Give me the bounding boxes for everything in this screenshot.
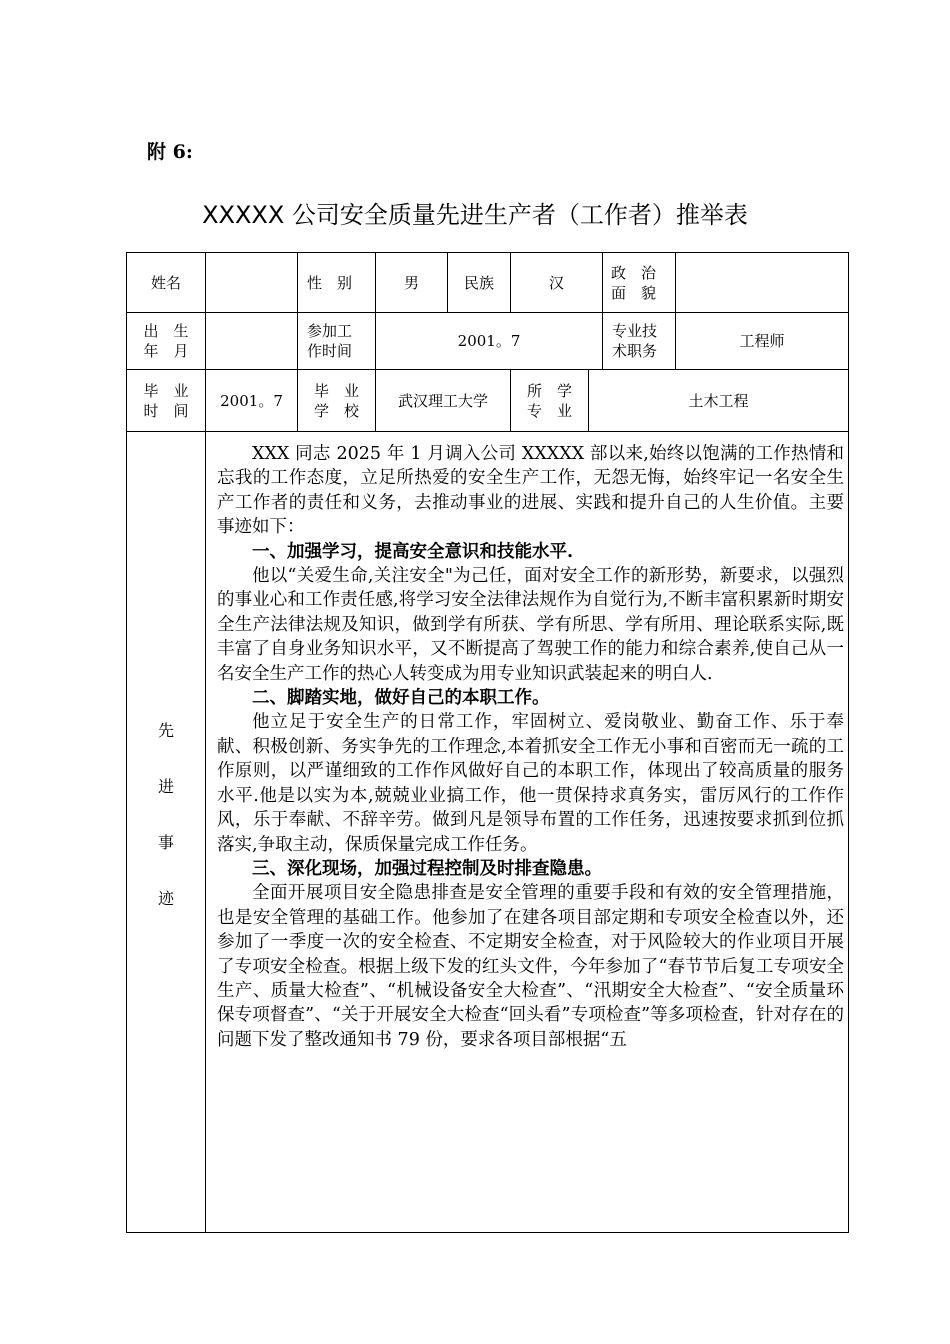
recommendation-form [126,252,849,1233]
deeds-content [206,432,849,1233]
deeds-heading: 三、深化现场，加强过程控制及时排查隐患。 [252,858,602,879]
deeds-label-char: 迹 [157,889,174,908]
deeds-paragraph: XXX 同志 2025 年 1 月调入公司 XXXXX 部以来,始终以饱满的工作热情和忘我的工作态度，立足所热爱的安全生产工作，无怨无悔，始终牢记一名安全生产工作者的责任和义务，去推动事业的进展、实践和提升自己的人生价值。主要事迹如下： [217,444,845,538]
name-label: 姓名 [127,253,206,313]
birth-label: 出 生 年 月 [127,313,206,370]
deeds-paragraph: 他立足于安全生产的日常工作，牢固树立、爱岗敬业、勤奋工作、乐于奉献、积极创新、务实争先的工作理念,本着抓安全工作无小事和百密而无一疏的工作原则，以严谨细致的工作作风做好自己的本职工作，体现出了较高质量的服务水平.他是以实为本,兢兢业业搞工作，他一贯保持求真务实，雷厉风行的工作作风，乐于奉献、不辞辛劳。做到凡是领导布置的工作任务，迅速按要求抓到位抓落实,争取主动，保质保量完成工作任务。 [217,712,845,855]
gender-label: 性 别 [298,253,376,313]
school-value: 武汉理工大学 [376,370,511,432]
ethnicity-label: 民族 [448,253,511,313]
political-value [676,253,849,313]
professional-title-label: 专业技 术职务 [603,313,676,370]
school-label: 毕 业 学 校 [298,370,376,432]
gender-value: 男 [376,253,448,313]
deeds-paragraph: 他以“关爱生命,关注安全"为己任，面对安全工作的新形势，新要求，以强烈的事业心和工作责任感,将学习安全法律法规作为自觉行为,不断丰富积累新时期安全生产法律法规及知识，做到学有所获、学有所思、学有所用、理论联系实际,既丰富了自身业务知识水平，又不断提高了驾驶工作的能力和综合素养,使自己从一名安全生产工作的热心人转变成为用专业知识武装起来的明白人. [217,566,845,684]
deeds-heading: 一、加强学习，提高安全意识和技能水平. [252,541,574,562]
ethnicity-value: 汉 [511,253,603,313]
deeds-label-char: 进 [157,777,174,796]
attachment-label: 附 6: [147,141,193,163]
name-value [206,253,298,313]
deeds-paragraph: 全面开展项目安全隐患排查是安全管理的重要手段和有效的安全管理措施，也是安全管理的基础工作。他参加了在建各项目部定期和专项安全检查以外，还参加了一季度一次的安全检查、不定期安全检查，对于风险较大的作业项目开展了专项安全检查。根据上级下发的红头文件，今年参加了“春节节后复工专项安全生产、质量大检查”、“机械设备安全大检查”、“汛期安全大检查”、“安全质量环保专项督查”、“关于开展安全大检查“回头看”专项检查”等多项检查，针对存在的问题下发了整改通知书 79 份，要求各项目部根据“五 [217,883,845,1050]
document-title: XXXXX 公司安全质量先进生产者（工作者）推举表 [202,201,748,229]
political-label: 政 治 面 貌 [603,253,676,313]
work-start-value: 2001。7 [376,313,603,370]
birth-value [206,313,298,370]
work-start-label: 参加工 作时间 [298,313,376,370]
major-label: 所 学 专 业 [511,370,589,432]
graduation-time-label: 毕 业 时 间 [127,370,206,432]
major-value: 土木工程 [589,370,849,432]
deeds-heading: 二、脚踏实地，做好自己的本职工作。 [252,688,550,709]
graduation-time-value: 2001。7 [206,370,298,432]
deeds-label-char: 先 [157,721,174,740]
professional-title-value: 工程师 [676,313,849,370]
deeds-label-char: 事 [157,833,174,852]
deeds-label [127,432,206,1233]
